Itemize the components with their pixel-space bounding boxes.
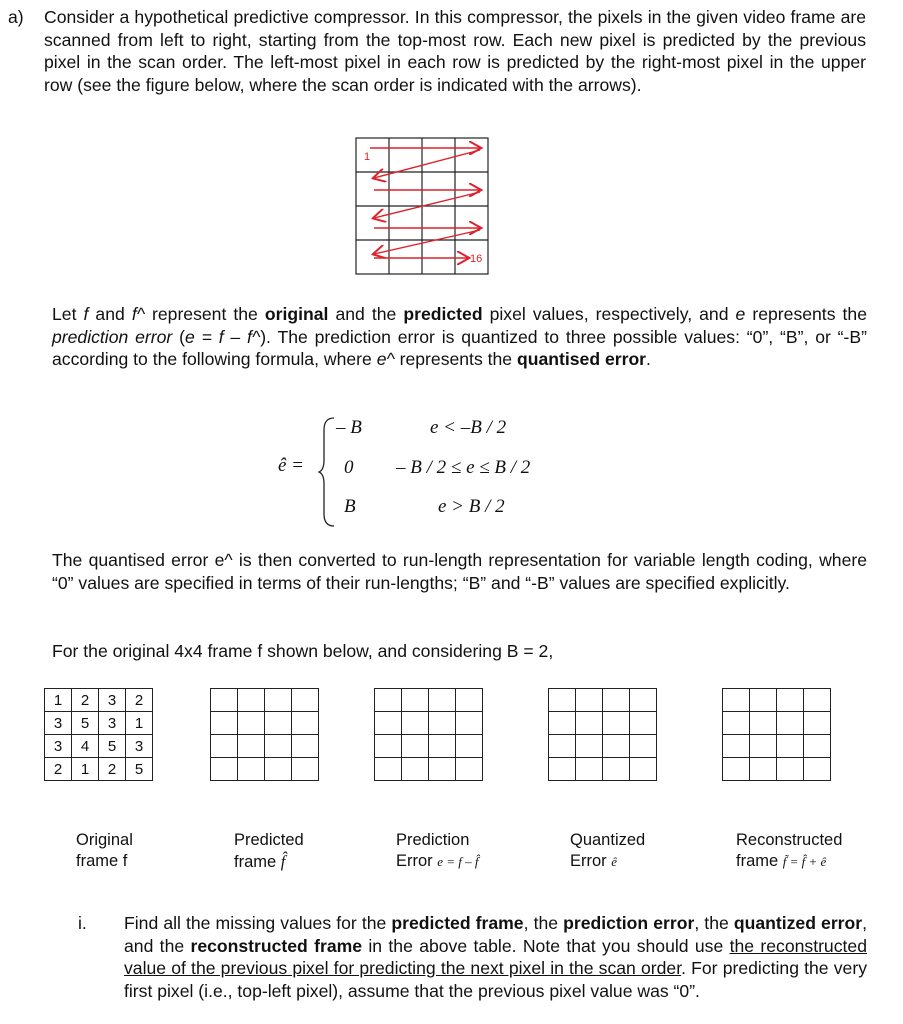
original-frame-grid bbox=[44, 688, 153, 781]
empty-cell bbox=[456, 735, 483, 758]
empty-cell bbox=[750, 689, 777, 712]
predicted-frame-grid bbox=[210, 688, 319, 781]
caption-reconstructed: Reconstructed frame f̃ = f̂ + ê bbox=[736, 831, 843, 870]
empty-cell bbox=[804, 689, 831, 712]
empty-cell bbox=[402, 689, 429, 712]
case-condition-1: e < –B / 2 bbox=[430, 417, 507, 438]
prediction-error-grid bbox=[374, 688, 483, 781]
empty-cell bbox=[265, 735, 292, 758]
scan-end-label: 16 bbox=[470, 253, 483, 265]
empty-cell bbox=[804, 712, 831, 735]
grid-cell: 1 bbox=[45, 689, 72, 712]
case-value-2: 0 bbox=[344, 457, 354, 478]
empty-cell bbox=[576, 712, 603, 735]
case-value-3: B bbox=[344, 496, 356, 517]
empty-cell bbox=[402, 712, 429, 735]
formula-lhs: ê = bbox=[278, 455, 305, 476]
empty-cell bbox=[429, 758, 456, 781]
empty-cell bbox=[292, 758, 319, 781]
empty-cell bbox=[576, 758, 603, 781]
empty-cell bbox=[777, 689, 804, 712]
run-length-paragraph: The quantised error e^ is then converted to run-length representation for variable length coding, where “0” values are specified in terms of their run-lengths; “B” and “-B” values are specified explicitly. bbox=[52, 550, 867, 593]
empty-cell bbox=[576, 735, 603, 758]
empty-cell bbox=[211, 758, 238, 781]
empty-cell bbox=[265, 758, 292, 781]
grid-cell: 2 bbox=[99, 758, 126, 781]
grid-cell: 3 bbox=[45, 712, 72, 735]
quantized-error-grid bbox=[548, 688, 657, 781]
empty-cell bbox=[292, 689, 319, 712]
empty-cell bbox=[723, 758, 750, 781]
empty-cell bbox=[576, 689, 603, 712]
empty-cell bbox=[402, 758, 429, 781]
question-text: Find all the missing values for the predicted frame, the prediction error, the quantized error, and the reconstructed frame in the above table. Note that you should use the reconstructed value of the previous pixel for predicting the next pixel in the scan order. For predicting the very first pixel (i.e., top-left pixel), assume that the previous pixel value was “0”. bbox=[124, 913, 868, 1001]
empty-cell bbox=[375, 689, 402, 712]
scan-order-figure bbox=[352, 134, 492, 278]
empty-cell bbox=[630, 689, 657, 712]
empty-cell bbox=[750, 758, 777, 781]
given-line: For the original 4x4 frame f shown below, and considering B = 2, bbox=[52, 641, 554, 661]
empty-cell bbox=[723, 712, 750, 735]
empty-cell bbox=[777, 735, 804, 758]
empty-cell bbox=[603, 712, 630, 735]
empty-cell bbox=[375, 712, 402, 735]
empty-cell bbox=[777, 712, 804, 735]
empty-cell bbox=[238, 735, 265, 758]
empty-cell bbox=[456, 689, 483, 712]
caption-prediction-error: Prediction Error e = f – f̂ bbox=[396, 831, 479, 870]
empty-cell bbox=[456, 758, 483, 781]
definition-paragraph: Let f and f^ represent the original and the predicted pixel values, respectively, and e represents the prediction error (e = f – f^). The prediction error is quantized to three possible values: “0”, “B”, or “-B” according to the following formula, where e^ represents the quantised error. bbox=[52, 304, 867, 369]
question-number: i. bbox=[78, 913, 87, 933]
empty-cell bbox=[603, 689, 630, 712]
empty-cell bbox=[549, 712, 576, 735]
empty-cell bbox=[723, 735, 750, 758]
empty-cell bbox=[238, 758, 265, 781]
grid-cell: 2 bbox=[72, 689, 99, 712]
empty-cell bbox=[750, 712, 777, 735]
empty-cell bbox=[549, 758, 576, 781]
grid-cell: 1 bbox=[72, 758, 99, 781]
grid-cell: 2 bbox=[45, 758, 72, 781]
empty-cell bbox=[292, 735, 319, 758]
scan-start-label: 1 bbox=[364, 151, 371, 163]
empty-cell bbox=[750, 735, 777, 758]
scan-arrows bbox=[370, 148, 480, 258]
empty-cell bbox=[265, 712, 292, 735]
empty-cell bbox=[456, 712, 483, 735]
empty-cell bbox=[429, 712, 456, 735]
grid-cell: 5 bbox=[99, 735, 126, 758]
empty-cell bbox=[630, 735, 657, 758]
case-condition-3: e > B / 2 bbox=[438, 496, 505, 517]
empty-cell bbox=[211, 712, 238, 735]
grid-cell: 3 bbox=[99, 712, 126, 735]
part-label: a) bbox=[8, 7, 24, 27]
empty-cell bbox=[265, 689, 292, 712]
empty-cell bbox=[777, 758, 804, 781]
caption-predicted: Predicted frame f̂ bbox=[234, 831, 304, 871]
empty-cell bbox=[429, 689, 456, 712]
empty-cell bbox=[292, 712, 319, 735]
empty-cell bbox=[804, 758, 831, 781]
empty-cell bbox=[238, 689, 265, 712]
grid-cell: 2 bbox=[126, 689, 153, 712]
intro-paragraph: Consider a hypothetical predictive compressor. In this compressor, the pixels in the given video frame are scanned from left to right, starting from the top-most row. Each new pixel is predicted by the previous pixel in the scan order. The left-most pixel in each row is predicted by the right-most pixel in the upper row (see the figure below, where the scan order is indicated with the arrows). bbox=[44, 7, 866, 95]
case-value-1: – B bbox=[336, 417, 362, 438]
empty-cell bbox=[804, 735, 831, 758]
empty-cell bbox=[603, 758, 630, 781]
grid-cell: 3 bbox=[99, 689, 126, 712]
grid-cell: 4 bbox=[72, 735, 99, 758]
empty-cell bbox=[238, 712, 265, 735]
grid-cell: 3 bbox=[126, 735, 153, 758]
grid-cell: 5 bbox=[72, 712, 99, 735]
case-condition-2: – B / 2 ≤ e ≤ B / 2 bbox=[396, 457, 531, 478]
empty-cell bbox=[603, 735, 630, 758]
empty-cell bbox=[211, 735, 238, 758]
caption-quantized-error: Quantized Error ê bbox=[570, 831, 646, 870]
reconstructed-frame-grid bbox=[722, 688, 831, 781]
empty-cell bbox=[549, 689, 576, 712]
empty-cell bbox=[630, 758, 657, 781]
formula-brace bbox=[318, 416, 336, 528]
empty-cell bbox=[723, 689, 750, 712]
empty-cell bbox=[375, 758, 402, 781]
empty-cell bbox=[375, 735, 402, 758]
empty-cell bbox=[402, 735, 429, 758]
grid-cell: 5 bbox=[126, 758, 153, 781]
empty-cell bbox=[429, 735, 456, 758]
empty-cell bbox=[630, 712, 657, 735]
caption-original: Original frame f bbox=[76, 831, 133, 870]
empty-cell bbox=[549, 735, 576, 758]
grid-cell: 3 bbox=[45, 735, 72, 758]
grid-cell: 1 bbox=[126, 712, 153, 735]
empty-cell bbox=[211, 689, 238, 712]
